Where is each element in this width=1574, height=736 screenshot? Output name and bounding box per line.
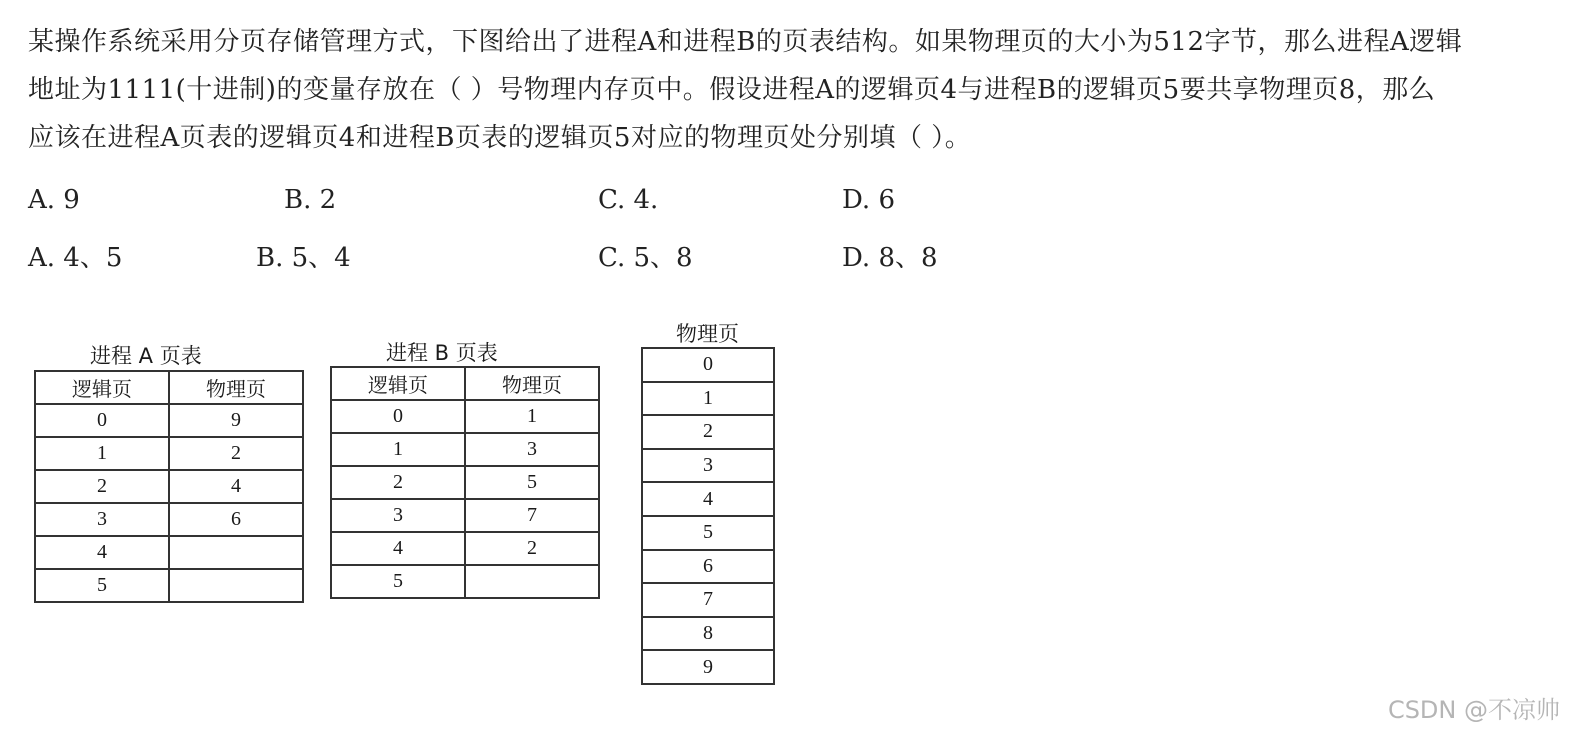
table-row <box>35 503 303 536</box>
option-a: A. 9 <box>28 185 80 215</box>
physical-page-cell: 9 <box>642 650 774 684</box>
logical-cell: 4 <box>331 532 465 565</box>
physical-page-cell: 5 <box>642 516 774 550</box>
question-text <box>28 18 1558 162</box>
physical-cell: 7 <box>465 499 599 532</box>
option-b: B. 2 <box>284 185 337 215</box>
logical-cell: 0 <box>35 404 169 437</box>
table-row <box>331 400 599 433</box>
options-set-2 <box>28 238 1228 278</box>
physical-page-cell: 7 <box>642 583 774 617</box>
logical-cell: 3 <box>35 503 169 536</box>
table-row <box>35 404 303 437</box>
physical-cell: 3 <box>465 433 599 466</box>
logical-cell: 4 <box>35 536 169 569</box>
physical-cell: 4 <box>169 470 303 503</box>
logical-cell: 2 <box>35 470 169 503</box>
logical-cell: 5 <box>331 565 465 598</box>
option-c: C. 5、8 <box>598 243 693 273</box>
logical-cell: 1 <box>35 437 169 470</box>
question-line-3: 应该在进程A页表的逻辑页4和进程B页表的逻辑页5对应的物理页处分别填（ ）。 <box>28 123 972 153</box>
question-line-1: 某操作系统采用分页存储管理方式，下图给出了进程A和进程B的页表结构。如果物理页的大小为512字节，那么进程A逻辑 <box>28 27 1463 57</box>
header-physical: 物理页 <box>465 367 599 400</box>
physical-page-cell: 0 <box>642 348 774 382</box>
physical-page-cell: 2 <box>642 415 774 449</box>
table-b-title: 进程 B 页表 <box>386 341 498 365</box>
table-row <box>35 470 303 503</box>
physical-page-cell: 4 <box>642 482 774 516</box>
option-c: C. 4. <box>598 185 659 215</box>
question-line-2: 地址为1111(十进制)的变量存放在（ ）号物理内存页中。假设进程A的逻辑页4与进程B的逻辑页5要共享物理页8，那么 <box>28 75 1436 105</box>
physical-cell <box>169 569 303 602</box>
watermark: CSDN @不凉帅 <box>1387 696 1560 724</box>
option-a: A. 4、5 <box>28 243 123 273</box>
header-logical: 逻辑页 <box>331 367 465 400</box>
logical-cell: 3 <box>331 499 465 532</box>
physical-cell: 9 <box>169 404 303 437</box>
table-b <box>330 366 600 599</box>
option-d: D. 6 <box>842 185 895 215</box>
physical-cell: 5 <box>465 466 599 499</box>
physical-cell <box>465 565 599 598</box>
option-d: D. 8、8 <box>842 243 938 273</box>
physical-cell: 2 <box>465 532 599 565</box>
logical-cell: 5 <box>35 569 169 602</box>
table-header-row <box>331 367 599 400</box>
table-row <box>35 569 303 602</box>
table-row <box>331 433 599 466</box>
logical-cell: 1 <box>331 433 465 466</box>
physical-page-cell: 8 <box>642 617 774 651</box>
logical-cell: 0 <box>331 400 465 433</box>
physical-title: 物理页 <box>676 322 739 346</box>
logical-cell: 2 <box>331 466 465 499</box>
table-a-title: 进程 A 页表 <box>90 344 202 368</box>
table-row <box>331 565 599 598</box>
table-row <box>331 466 599 499</box>
table-row <box>35 437 303 470</box>
physical-page-cell: 1 <box>642 382 774 416</box>
physical-page-cell: 6 <box>642 550 774 584</box>
physical-cell: 6 <box>169 503 303 536</box>
physical-cell: 1 <box>465 400 599 433</box>
physical-cell: 2 <box>169 437 303 470</box>
options-set-1 <box>28 180 1228 220</box>
table-header-row <box>35 371 303 404</box>
table-row <box>331 532 599 565</box>
physical-page-cell: 3 <box>642 449 774 483</box>
physical-pages-table <box>641 347 775 685</box>
table-a <box>34 370 304 603</box>
table-row <box>331 499 599 532</box>
header-logical: 逻辑页 <box>35 371 169 404</box>
option-b: B. 5、4 <box>256 243 351 273</box>
header-physical: 物理页 <box>169 371 303 404</box>
table-row <box>35 536 303 569</box>
physical-cell <box>169 536 303 569</box>
